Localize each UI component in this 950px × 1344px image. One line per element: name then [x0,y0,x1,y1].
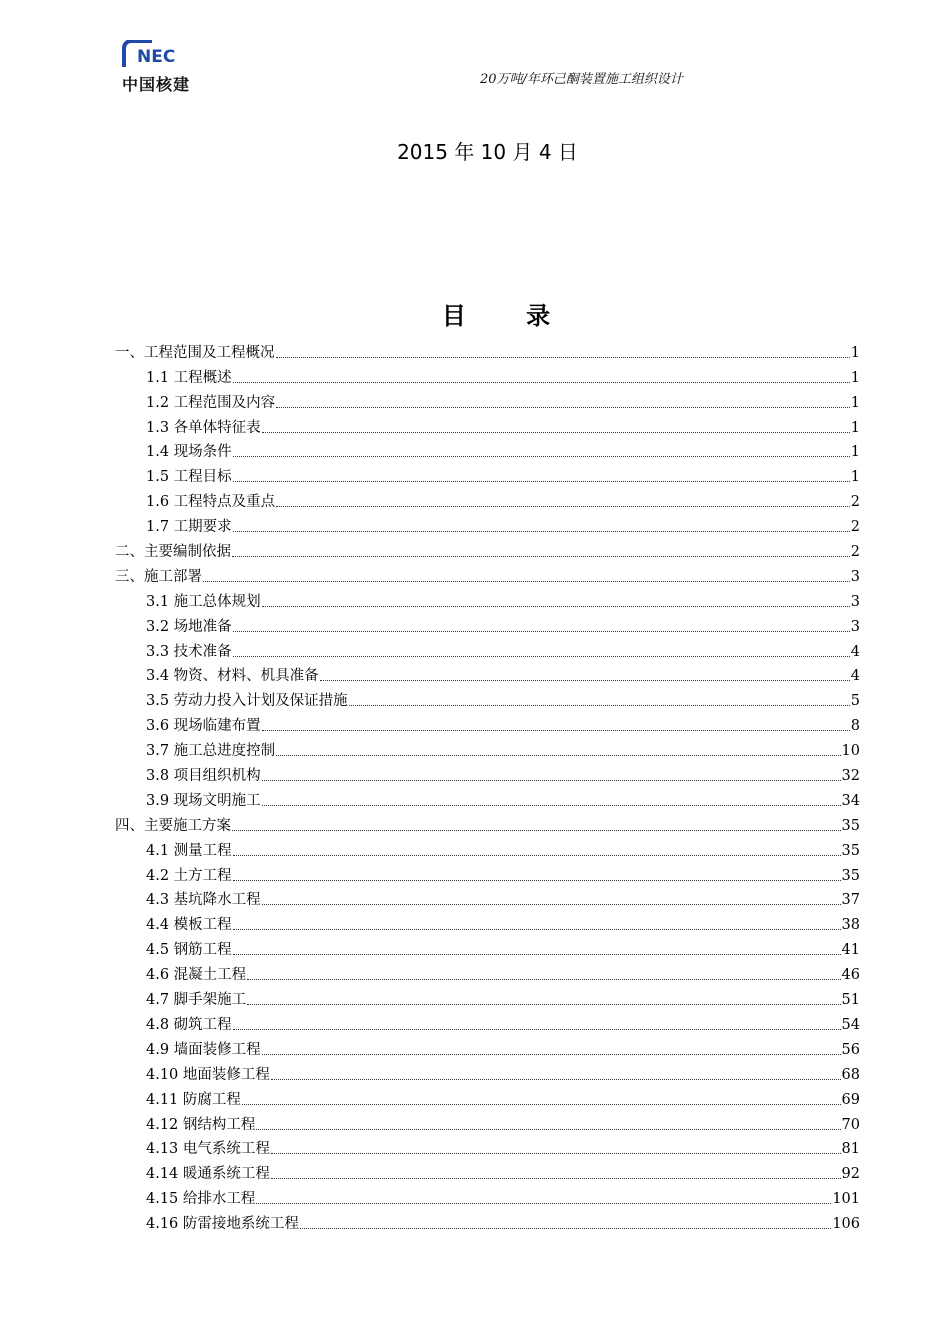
toc-entry-page: 51 [841,992,860,1009]
document-date: 2015 年 10 月 4 日 [397,140,578,164]
toc-dot-leader [203,580,850,582]
toc-entry-label: 3.3 技术准备 [146,643,232,660]
toc-entry[interactable] [115,413,860,438]
toc-entry-page: 1 [850,469,860,486]
toc-entry-label: 3.7 施工总进度控制 [146,743,276,760]
toc-entry[interactable] [115,512,860,537]
toc-dot-leader [233,928,841,930]
toc-entry-page: 4 [850,643,860,660]
toc-dot-leader [256,1128,840,1130]
toc-entry[interactable] [115,587,860,612]
toc-entry[interactable] [115,811,860,836]
toc-entry-page: 69 [841,1091,860,1108]
toc-entry-label: 一、工程范围及工程概况 [115,344,275,361]
toc-entry-label: 3.6 现场临建布置 [146,718,261,735]
toc-entry[interactable] [115,861,860,886]
toc-entry-page: 3 [850,618,860,635]
toc-dot-leader [233,530,850,532]
toc-entry-label: 3.5 劳动力投入计划及保证措施 [146,693,348,710]
toc-entry-label: 4.4 模板工程 [146,917,232,934]
toc-dot-leader [233,854,841,856]
toc-entry[interactable] [115,836,860,861]
cnec-logo-icon [120,40,210,68]
toc-entry[interactable] [115,1135,860,1160]
toc-entry-page: 35 [841,842,860,859]
toc-entry-label: 4.14 暖通系统工程 [146,1166,270,1183]
toc-entry-page: 56 [841,1041,860,1058]
toc-dot-leader [271,1078,841,1080]
toc-entry[interactable] [115,438,860,463]
toc-dot-leader [256,1202,831,1204]
toc-entry-page: 5 [850,693,860,710]
toc-entry-page: 8 [850,718,860,735]
toc-entry[interactable] [115,662,860,687]
toc-dot-leader [271,1152,841,1154]
toc-dot-leader [242,1103,841,1105]
toc-dot-leader [262,431,850,433]
toc-entry-label: 4.15 给排水工程 [146,1191,256,1208]
toc-entry-page: 34 [841,792,860,809]
toc-entry-label: 4.7 脚手架施工 [146,992,247,1009]
toc-entry-label: 1.7 工期要求 [146,519,232,536]
toc-dot-leader [320,679,850,681]
toc-entry[interactable] [115,1060,860,1085]
toc-entry-page: 3 [850,593,860,610]
toc-entry[interactable] [115,1035,860,1060]
toc-entry-page: 1 [850,419,860,436]
toc-entry-label: 4.9 墙面装修工程 [146,1041,261,1058]
toc-entry-page: 81 [841,1141,860,1158]
toc-entry-label: 1.4 现场条件 [146,444,232,461]
toc-entry[interactable] [115,1159,860,1184]
toc-entry[interactable] [115,761,860,786]
toc-entry-label: 4.10 地面装修工程 [146,1066,270,1083]
toc-dot-leader [233,480,850,482]
toc-dot-leader [233,455,850,457]
toc-entry[interactable] [115,338,860,363]
toc-entry-page: 41 [841,942,860,959]
toc-entry[interactable] [115,686,860,711]
toc-dot-leader [233,381,850,383]
table-of-contents [115,338,860,1234]
toc-entry-label: 1.1 工程概述 [146,369,232,386]
toc-entry-page: 70 [841,1116,860,1133]
toc-entry-page: 1 [850,344,860,361]
toc-entry[interactable] [115,985,860,1010]
toc-entry-label: 二、主要编制依据 [115,544,231,561]
toc-entry-label: 4.11 防腐工程 [146,1091,241,1108]
toc-entry-page: 37 [841,892,860,909]
toc-entry[interactable] [115,736,860,761]
toc-dot-leader [247,1003,840,1005]
toc-entry-page: 1 [850,394,860,411]
toc-dot-leader [232,555,850,557]
toc-entry[interactable] [115,1184,860,1209]
document-header-title: 20万吨/年环己酮装置施工组织设计 [480,72,683,87]
toc-entry-label: 4.6 混凝土工程 [146,967,247,984]
toc-dot-leader [276,505,850,507]
toc-entry[interactable] [115,363,860,388]
toc-dot-leader [233,953,841,955]
toc-entry-label: 1.3 各单体特征表 [146,419,261,436]
toc-entry-label: 三、施工部署 [115,568,202,585]
toc-entry-page: 35 [841,817,860,834]
toc-entry[interactable] [115,711,860,736]
toc-entry-page: 10 [841,743,860,760]
toc-entry[interactable] [115,1209,860,1234]
toc-dot-leader [271,1177,841,1179]
toc-entry[interactable] [115,1110,860,1135]
company-logo [120,40,216,92]
toc-entry-label: 3.8 项目组织机构 [146,768,261,785]
toc-entry[interactable] [115,462,860,487]
toc-entry-page: 2 [850,544,860,561]
toc-dot-leader [349,704,850,706]
toc-dot-leader [233,630,850,632]
toc-entry-page: 32 [841,768,860,785]
toc-entry-page: 54 [841,1016,860,1033]
toc-entry-label: 4.13 电气系统工程 [146,1141,270,1158]
toc-entry-label: 4.1 测量工程 [146,842,232,859]
toc-dot-leader [262,779,841,781]
toc-dot-leader [232,829,841,831]
toc-entry-page: 2 [850,519,860,536]
toc-entry-label: 3.4 物资、材料、机具准备 [146,668,319,685]
toc-entry-page: 4 [850,668,860,685]
toc-entry-label: 四、主要施工方案 [115,817,231,834]
toc-dot-leader [233,879,841,881]
toc-entry-label: 3.2 场地准备 [146,618,232,635]
toc-entry[interactable] [115,1010,860,1035]
toc-dot-leader [262,903,841,905]
toc-entry[interactable] [115,388,860,413]
toc-dot-leader [262,729,850,731]
toc-dot-leader [300,1227,831,1229]
toc-dot-leader [276,406,850,408]
toc-entry-page: 68 [841,1066,860,1083]
toc-entry[interactable] [115,886,860,911]
toc-entry-label: 3.9 现场文明施工 [146,792,261,809]
toc-dot-leader [262,605,850,607]
toc-entry-label: 4.2 土方工程 [146,867,232,884]
toc-entry[interactable] [115,637,860,662]
toc-entry[interactable] [115,562,860,587]
toc-entry-page: 1 [850,444,860,461]
toc-entry-page: 101 [832,1191,860,1208]
toc-entry[interactable] [115,786,860,811]
toc-entry-label: 4.12 钢结构工程 [146,1116,256,1133]
toc-entry-page: 46 [841,967,860,984]
toc-title: 目 录 [441,301,577,330]
toc-dot-leader [276,754,840,756]
toc-entry[interactable] [115,910,860,935]
toc-dot-leader [276,356,850,358]
toc-entry-label: 3.1 施工总体规划 [146,593,261,610]
toc-dot-leader [247,978,840,980]
logo-mark-text: NEC [137,47,176,67]
toc-entry[interactable] [115,935,860,960]
toc-entry-label: 4.3 基坑降水工程 [146,892,261,909]
toc-entry-label: 4.5 钢筋工程 [146,942,232,959]
toc-entry-page: 38 [841,917,860,934]
toc-entry-page: 106 [832,1216,860,1233]
toc-entry[interactable] [115,487,860,512]
toc-entry-label: 1.6 工程特点及重点 [146,494,276,511]
toc-entry-page: 35 [841,867,860,884]
toc-entry-label: 4.16 防雷接地系统工程 [146,1216,299,1233]
toc-entry[interactable] [115,960,860,985]
toc-entry-page: 92 [841,1166,860,1183]
toc-entry-label: 1.2 工程范围及内容 [146,394,276,411]
toc-entry-page: 2 [850,494,860,511]
toc-entry-page: 3 [850,568,860,585]
toc-dot-leader [262,1053,841,1055]
logo-company-name: 中国核建 [122,75,191,94]
toc-entry[interactable] [115,1085,860,1110]
toc-dot-leader [262,804,841,806]
toc-entry-label: 4.8 砌筑工程 [146,1016,232,1033]
toc-dot-leader [233,655,850,657]
toc-entry-page: 1 [850,369,860,386]
toc-entry[interactable] [115,612,860,637]
toc-entry-label: 1.5 工程目标 [146,469,232,486]
toc-dot-leader [233,1028,841,1030]
toc-entry[interactable] [115,537,860,562]
